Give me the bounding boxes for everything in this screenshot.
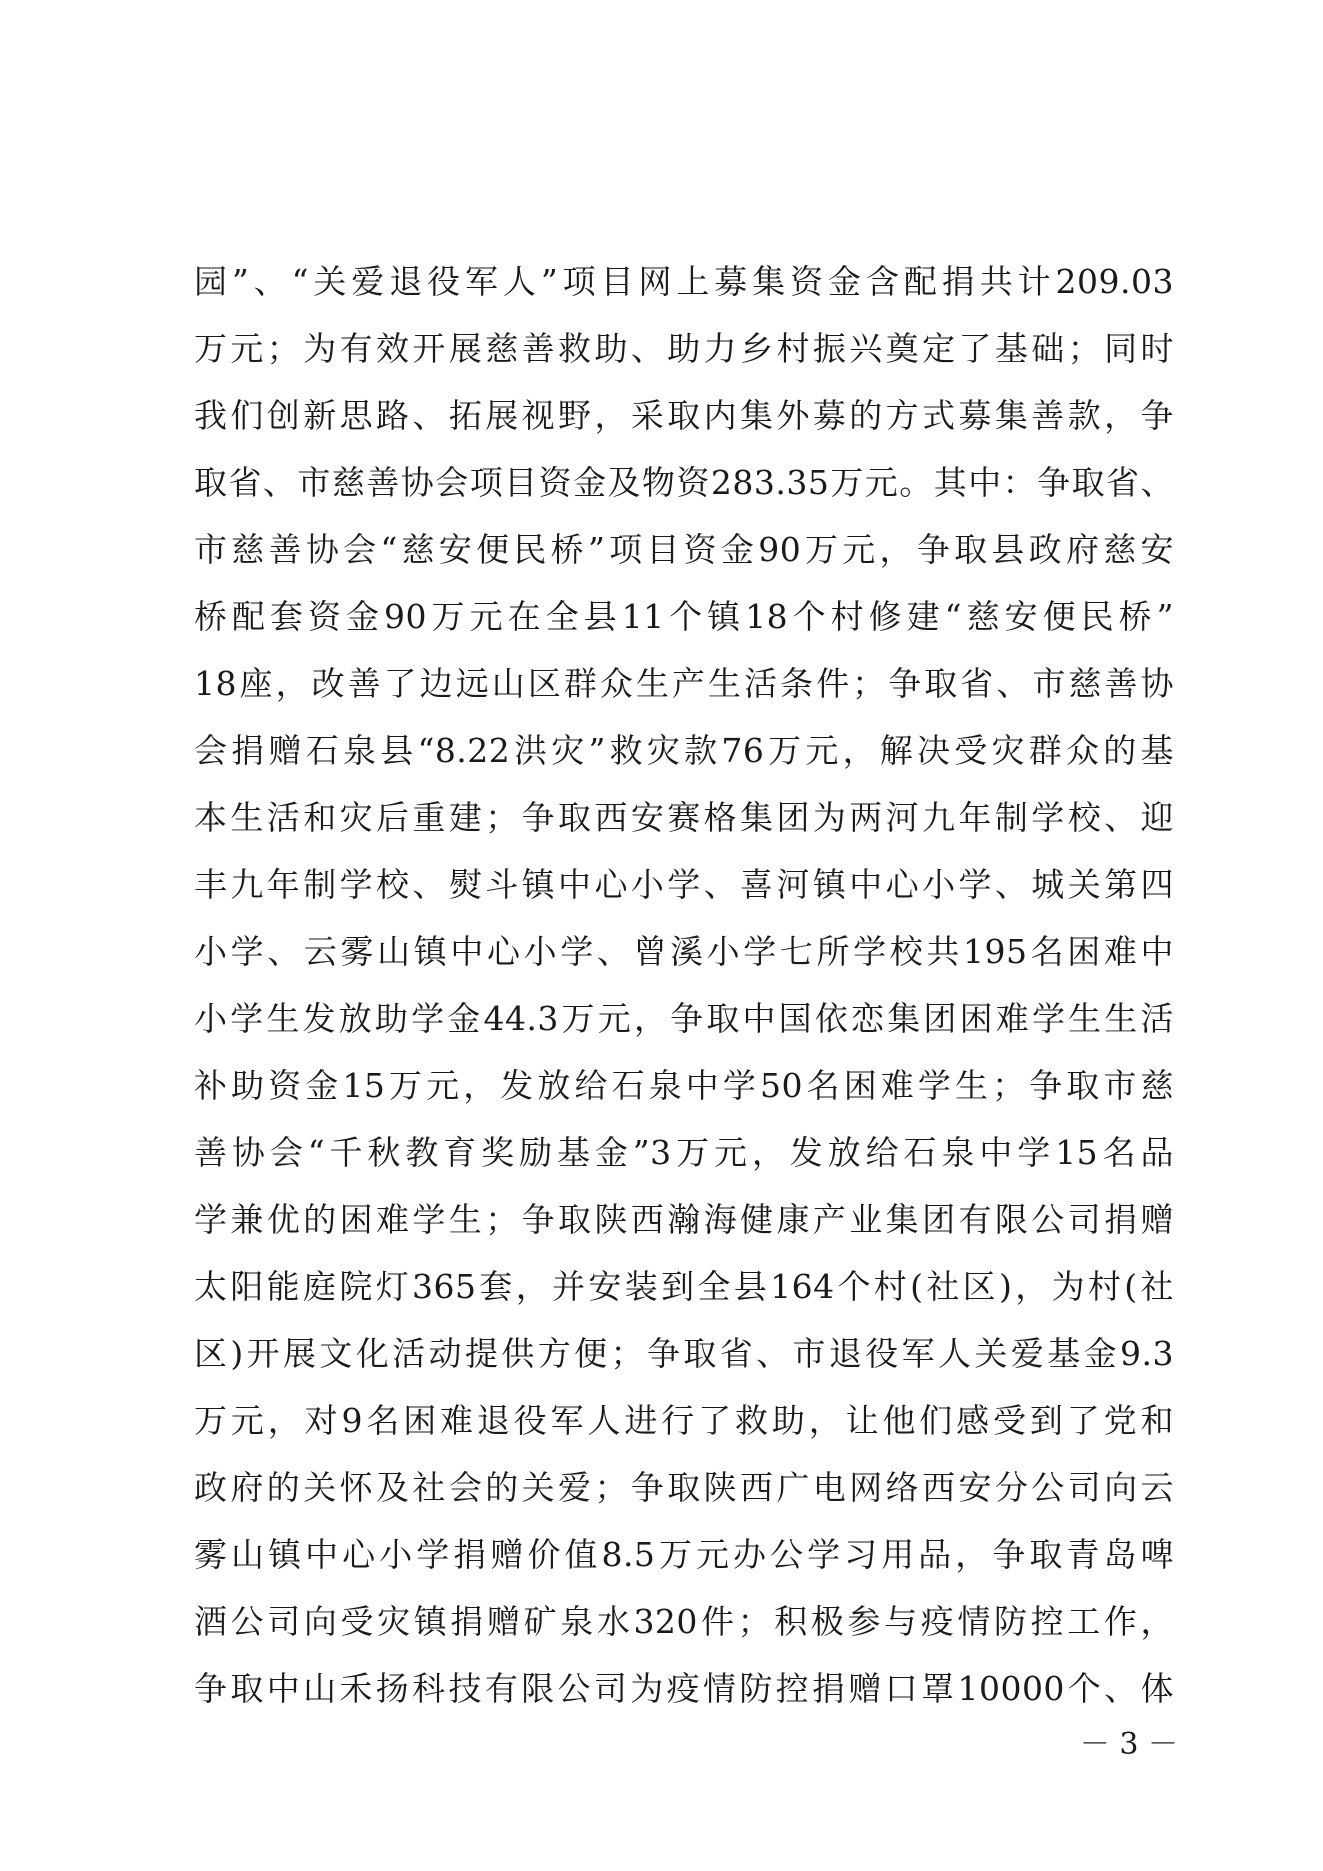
text-line: 我们创新思路、拓展视野，采取内集外募的方式募集善款，争: [194, 396, 1174, 435]
text-line: 雾山镇中心小学捐赠价值8.5万元办公学习用品，争取青岛啤: [194, 1535, 1174, 1574]
text-line: 小学生发放助学金44.3万元，争取中国依恋集团困难学生生活: [194, 999, 1174, 1038]
text-line: 会捐赠石泉县“8.22洪灾”救灾款76万元，解决受灾群众的基: [194, 731, 1174, 770]
text-line: 区)开展文化活动提供方便；争取省、市退役军人关爱基金9.3: [194, 1334, 1174, 1373]
text-line: 园”、“关爱退役军人”项目网上募集资金含配捐共计209.03: [194, 262, 1174, 301]
text-line: 酒公司向受灾镇捐赠矿泉水320件；积极参与疫情防控工作，: [194, 1602, 1174, 1641]
text-line: 市慈善协会“慈安便民桥”项目资金90万元，争取县政府慈安: [194, 530, 1174, 569]
text-line: 补助资金15万元，发放给石泉中学50名困难学生；争取市慈: [194, 1066, 1174, 1105]
text-line: 本生活和灾后重建；争取西安赛格集团为两河九年制学校、迎: [194, 798, 1174, 837]
text-line: 学兼优的困难学生；争取陕西瀚海健康产业集团有限公司捐赠: [194, 1200, 1174, 1239]
text-line: 小学、云雾山镇中心小学、曾溪小学七所学校共195名困难中: [194, 932, 1174, 971]
text-line: 丰九年制学校、熨斗镇中心小学、喜河镇中心小学、城关第四: [194, 865, 1174, 904]
text-line: 善协会“千秋教育奖励基金”3万元，发放给石泉中学15名品: [194, 1133, 1174, 1172]
text-line: 争取中山禾扬科技有限公司为疫情防控捐赠口罩10000个、体: [194, 1669, 1174, 1708]
text-line: 万元；为有效开展慈善救助、助力乡村振兴奠定了基础；同时: [194, 329, 1174, 368]
text-line: 18座，改善了边远山区群众生产生活条件；争取省、市慈善协: [194, 664, 1174, 703]
text-line: 政府的关怀及社会的关爱；争取陕西广电网络西安分公司向云: [194, 1468, 1174, 1507]
body-paragraph: [194, 248, 1174, 1722]
text-line: 太阳能庭院灯365套，并安装到全县164个村(社区)，为村(社: [194, 1267, 1174, 1306]
page-number: － 3 －: [1079, 1727, 1178, 1762]
text-line: 取省、市慈善协会项目资金及物资283.35万元。其中：争取省、: [194, 463, 1174, 502]
text-line: 万元，对9名困难退役军人进行了救助，让他们感受到了党和: [194, 1401, 1174, 1440]
text-line: 桥配套资金90万元在全县11个镇18个村修建“慈安便民桥”: [194, 597, 1174, 636]
